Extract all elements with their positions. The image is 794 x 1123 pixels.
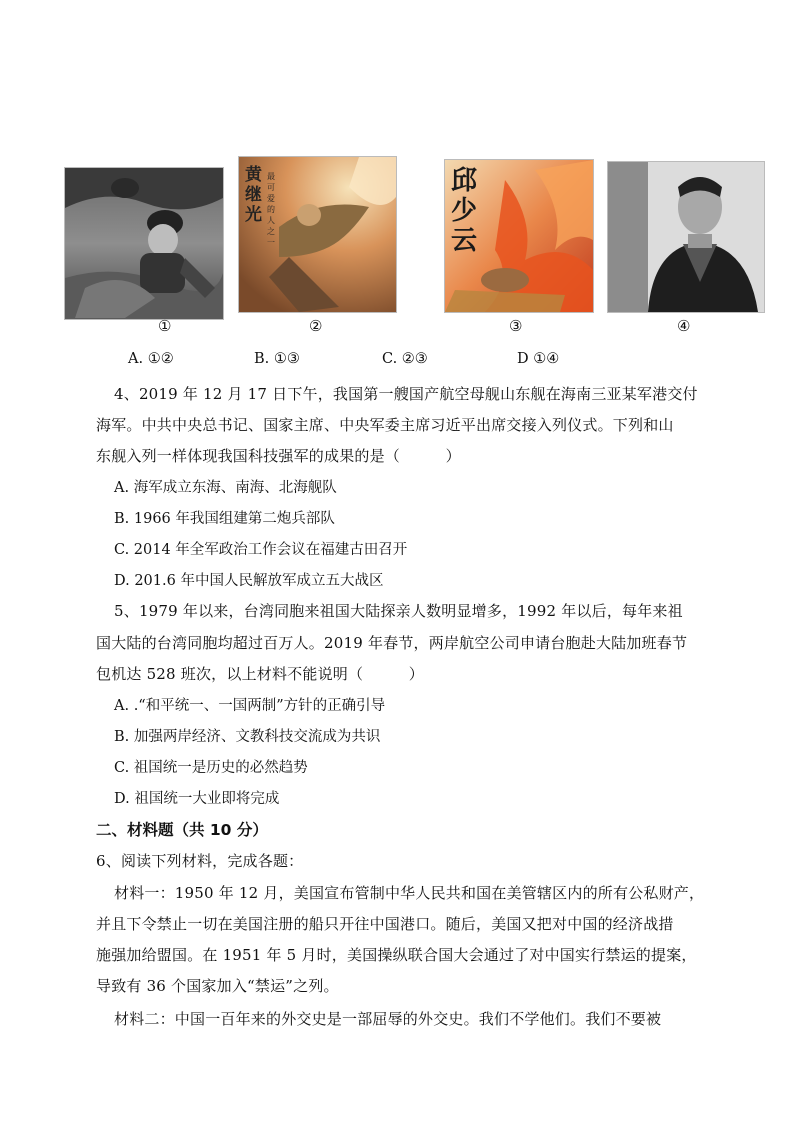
- photo-man-portrait-graphic: [608, 162, 764, 312]
- painting-qiu-shaoyun: [444, 159, 594, 313]
- painting-huang-jiguang: [238, 156, 397, 313]
- image-label-4: ④: [677, 317, 691, 335]
- qiu-shaoyun-title: 邱少云: [451, 166, 478, 256]
- q4-line-3: 东舰入列一样体现我国科技强军的成果的是（ ）: [96, 447, 461, 465]
- photo-soldier-crawling-graphic: [65, 168, 223, 319]
- q5-option-c: C. 祖国统一是历史的必然趋势: [114, 760, 308, 776]
- image-label-2: ②: [309, 317, 323, 335]
- material-1-line-4: 导致有 36 个国家加入“禁运”之列。: [96, 977, 339, 995]
- q4-line-1: 4、2019 年 12 月 17 日下午，我国第一艘国产航空母舰山东舰在海南三亚某军港交付: [114, 385, 698, 403]
- q5-line-3: 包机达 528 班次，以上材料不能说明（ ）: [96, 665, 424, 683]
- section-2-heading: 二、材料题（共 10 分）: [96, 821, 268, 839]
- q5-line-1: 5、1979 年以来，台湾同胞来祖国大陆探亲人数明显增多，1992 年以后，每年来祖: [114, 602, 683, 620]
- photo-man-portrait: [607, 161, 765, 313]
- q3-option-c: C. ②③: [382, 351, 428, 367]
- q3-option-b: B. ①③: [254, 351, 300, 367]
- q5-option-d: D. 祖国统一大业即将完成: [114, 791, 280, 807]
- q3-option-a: A. ①②: [128, 351, 174, 367]
- material-1-line-3: 施强加给盟国。在 1951 年 5 月时，美国操纵联合国大会通过了对中国实行禁运的提案，: [96, 946, 697, 964]
- q3-option-d: D ①④: [517, 351, 560, 367]
- q4-option-c: C. 2014 年全军政治工作会议在福建古田召开: [114, 542, 408, 558]
- q5-line-2: 国大陆的台湾同胞均超过百万人。2019 年春节，两岸航空公司申请台胞赴大陆加班春节: [96, 634, 688, 652]
- material-1-line-2: 并且下令禁止一切在美国注册的船只开往中国港口。随后，美国又把对中国的经济战措: [96, 915, 674, 933]
- q4-line-2: 海军。中共中央总书记、国家主席、中央军委主席习近平出席交接入列仪式。下列和山: [96, 416, 674, 434]
- q6-prompt: 6、阅读下列材料，完成各题：: [96, 852, 304, 870]
- q4-option-d: D. 201.6 年中国人民解放军成立五大战区: [114, 573, 384, 589]
- q4-option-a: A. 海军成立东海、南海、北海舰队: [114, 480, 337, 496]
- photo-soldier-crawling: [64, 167, 224, 320]
- q5-option-b: B. 加强两岸经济、文教科技交流成为共识: [114, 729, 381, 745]
- q4-option-b: B. 1966 年我国组建第二炮兵部队: [114, 511, 335, 527]
- q5-option-a: A. .“和平统一、一国两制”方针的正确引导: [114, 698, 386, 714]
- image-label-3: ③: [509, 317, 523, 335]
- huang-jiguang-side-text: 最可爱的人之一: [267, 172, 275, 247]
- material-1-line-1: 材料一：1950 年 12 月，美国宣布管制中华人民共和国在美管辖区内的所有公私财产，: [114, 884, 705, 902]
- image-label-1: ①: [158, 317, 172, 335]
- material-2-line-1: 材料二：中国一百年来的外交史是一部屈辱的外交史。我们不学他们。我们不要被: [114, 1010, 662, 1028]
- huang-jiguang-title: 黄继光: [245, 165, 262, 225]
